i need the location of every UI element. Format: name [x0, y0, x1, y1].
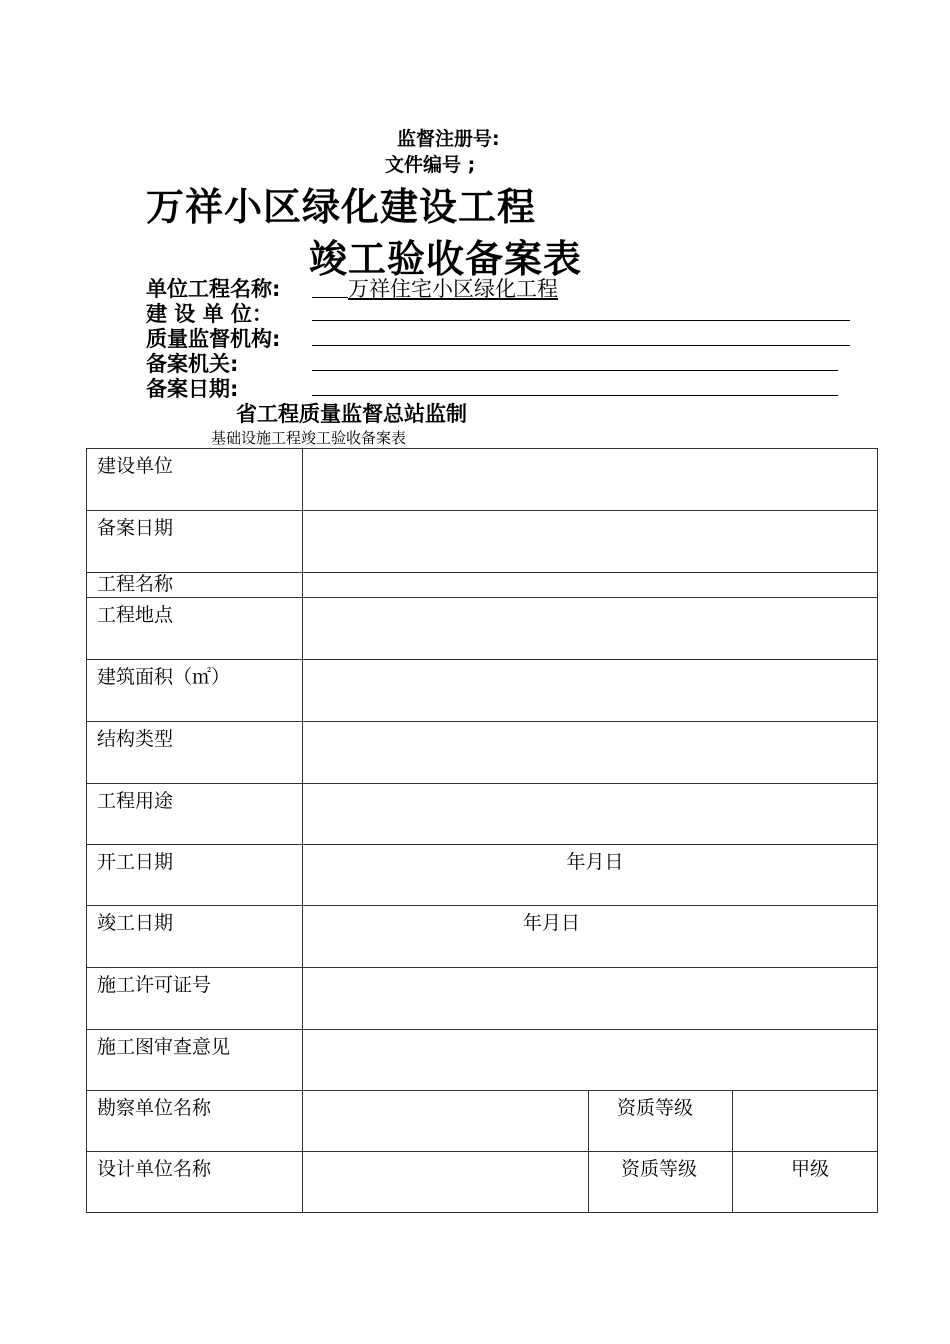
start-date-value: 年月日 — [303, 845, 878, 906]
builder-line — [312, 320, 850, 321]
table-row — [87, 573, 878, 598]
design-grade-label: 资质等级 — [589, 1152, 733, 1213]
filing-table — [86, 448, 878, 1213]
row-value — [303, 573, 878, 598]
design-grade-value: 甲级 — [733, 1152, 878, 1213]
survey-unit-value — [303, 1091, 589, 1152]
table-row — [87, 1030, 878, 1091]
row-value — [303, 449, 878, 511]
survey-unit-label: 勘察单位名称 — [87, 1091, 303, 1152]
filing-authority-label: 备案机关: — [146, 352, 239, 376]
row-label: 施工图审查意见 — [87, 1030, 303, 1091]
supervisor-text: 省工程质量监督总站监制 — [236, 402, 467, 426]
row-value — [303, 968, 878, 1030]
row-label: 开工日期 — [87, 845, 303, 906]
row-value — [303, 598, 878, 660]
survey-grade-value — [733, 1091, 878, 1152]
filing-date-label: 备案日期: — [146, 377, 239, 401]
project-name-underline — [312, 297, 348, 298]
row-value — [303, 660, 878, 722]
supervision-org-label: 质量监督机构: — [146, 327, 281, 351]
row-label: 建筑面积（㎡） — [87, 660, 303, 722]
row-label: 工程地点 — [87, 598, 303, 660]
design-unit-label: 设计单位名称 — [87, 1152, 303, 1213]
table-row — [87, 722, 878, 784]
supervision-org-line — [312, 345, 850, 346]
table-row — [87, 784, 878, 845]
row-label: 建设单位 — [87, 449, 303, 511]
row-label: 施工许可证号 — [87, 968, 303, 1030]
row-value — [303, 511, 878, 573]
table-row — [87, 845, 878, 906]
table-row — [87, 906, 878, 968]
filing-date-line — [312, 395, 838, 396]
filing-authority-line — [312, 370, 838, 371]
project-name-value: 万祥住宅小区绿化工程 — [348, 277, 558, 301]
row-value — [303, 784, 878, 845]
row-label: 工程用途 — [87, 784, 303, 845]
title-line-2: 竣工验收备案表 — [309, 237, 583, 281]
survey-grade-label: 资质等级 — [589, 1091, 733, 1152]
builder-label: 建 设 单 位： — [146, 302, 273, 326]
row-value — [303, 722, 878, 784]
table-row — [87, 449, 878, 511]
row-label: 备案日期 — [87, 511, 303, 573]
table-caption: 基础设施工程竣工验收备案表 — [211, 429, 407, 447]
table-row — [87, 1152, 878, 1213]
file-number-label: 文件编号 ; — [385, 154, 476, 176]
row-value — [303, 1030, 878, 1091]
registration-number-label: 监督注册号: — [397, 128, 500, 150]
completion-date-value: 年月日 — [303, 906, 878, 968]
row-label: 工程名称 — [87, 573, 303, 598]
design-unit-value — [303, 1152, 589, 1213]
table-row — [87, 598, 878, 660]
table-row — [87, 660, 878, 722]
table-row — [87, 968, 878, 1030]
project-name-label: 单位工程名称: — [146, 277, 281, 301]
table-row — [87, 1091, 878, 1152]
title-line-1: 万祥小区绿化建设工程 — [146, 185, 537, 229]
row-label: 结构类型 — [87, 722, 303, 784]
row-label: 竣工日期 — [87, 906, 303, 968]
table-row — [87, 511, 878, 573]
